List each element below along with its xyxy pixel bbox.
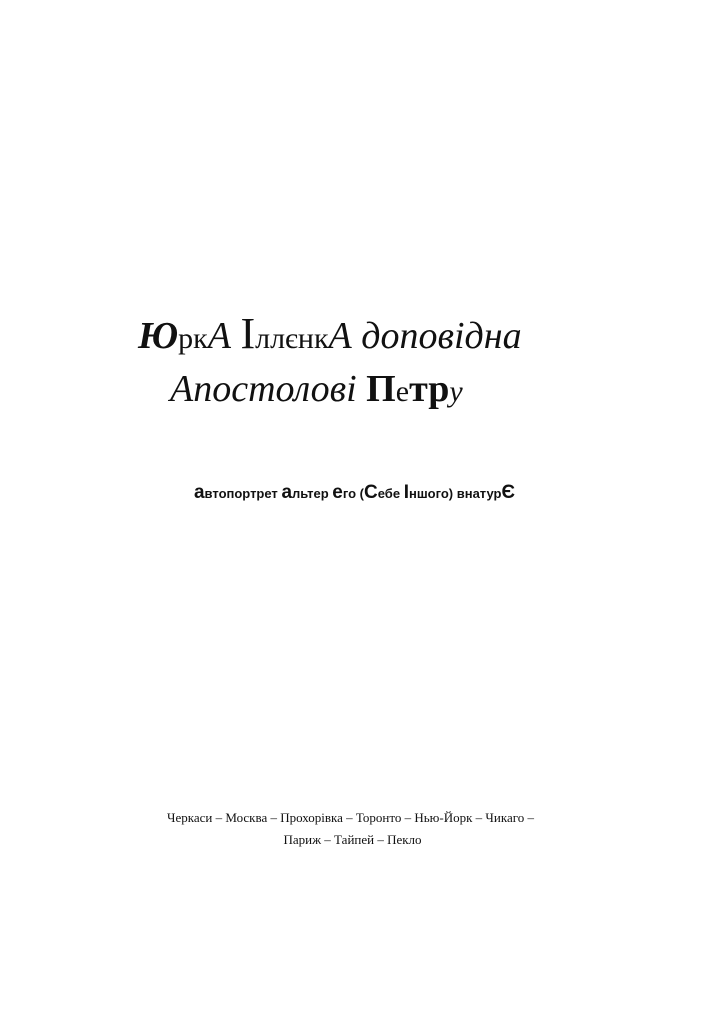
title-word: Апостолові xyxy=(170,368,357,410)
subtitle xyxy=(0,482,709,504)
title-letter: у xyxy=(449,375,463,408)
subtitle-text: ебе xyxy=(377,486,401,501)
title-line-1 xyxy=(138,309,709,358)
subtitle-text: ншого) внатур xyxy=(408,486,502,501)
title-letter: А xyxy=(207,315,231,357)
title-letter: П xyxy=(366,368,396,410)
title-letters: тр xyxy=(409,368,450,410)
subtitle-cap: І xyxy=(403,482,409,503)
title-letters: ллєнк xyxy=(255,322,329,355)
title-letter: А xyxy=(328,315,352,357)
subtitle-cap: е xyxy=(332,482,343,503)
title-letters: рк xyxy=(178,322,208,355)
title-word: доповідна xyxy=(361,315,522,357)
subtitle-cap: С xyxy=(364,482,378,503)
subtitle-text: го ( xyxy=(342,486,364,501)
subtitle-text: льтер xyxy=(292,486,329,501)
title-letter: І xyxy=(240,309,256,358)
subtitle-cap: Є xyxy=(501,482,516,503)
subtitle-text: втопортрет xyxy=(204,486,278,501)
title-letters: е xyxy=(395,375,410,408)
places-line-1: Черкаси – Москва – Прохорівка – Торонто – Нью-Йорк – Чикаго – xyxy=(167,810,534,825)
places-line-2: Париж – Тайпей – Пекло xyxy=(283,832,422,847)
subtitle-cap: а xyxy=(193,482,205,503)
subtitle-cap: а xyxy=(281,482,293,503)
title-line-2 xyxy=(170,370,709,408)
title-letter: Ю xyxy=(138,315,179,357)
